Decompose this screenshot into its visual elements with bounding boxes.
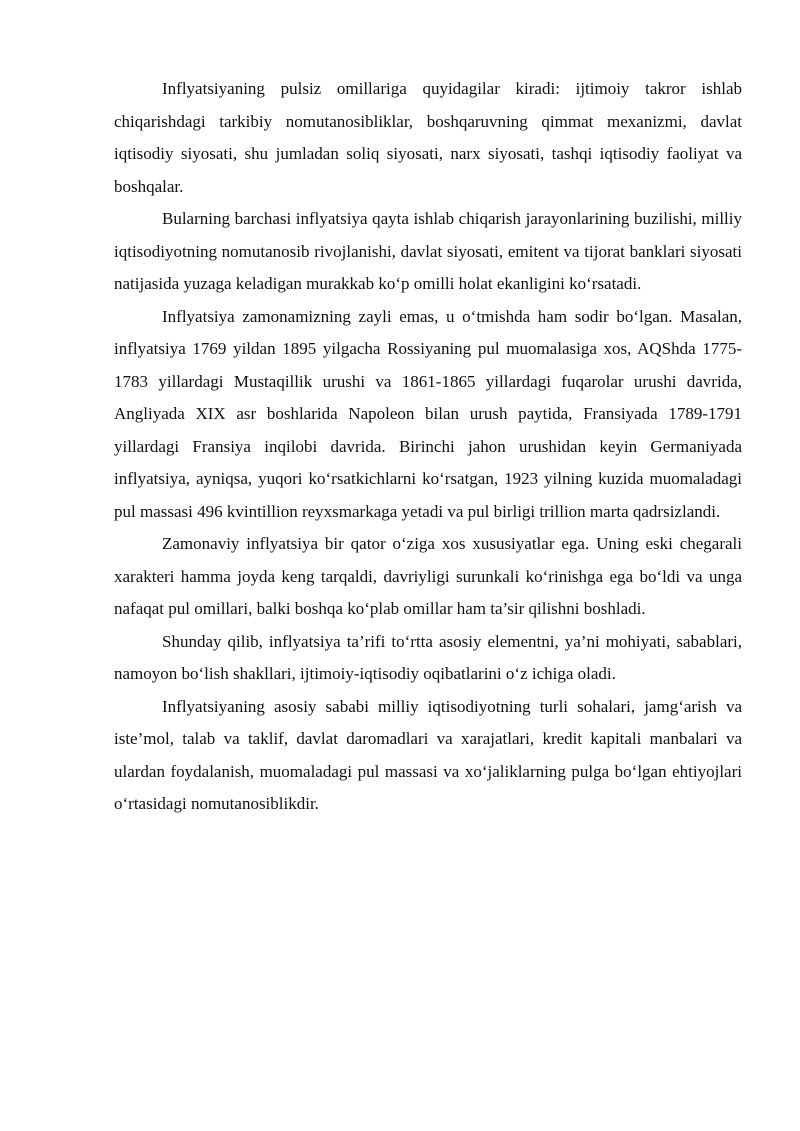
paragraph-tarixiy-misollar: Inflyatsiya zamonamizning zayli emas, u o‘tmishda ham sodir bo‘lgan. Masalan, inflyatsiya 1769 yildan 1895 yilgacha Rossiyaning pul muomalasiga xos, AQShda 1775-1783 yillardagi Mustaqillik urushi va 1861-1865 yillardagi fuqarolar urushi davrida, Angliyada XIX asr boshlarida Napoleon bilan urush paytida, Fransiyada 1789-1791 yillardagi Fransiya inqilobi davrida. Birinchi jahon urushidan keyin Germaniyada inflyatsiya, ayniqsa, yuqori ko‘rsatkichlarni ko‘rsatgan, 1923 yilning kuzida muomaladagi pul massasi 496 kvintillion reyxsmarkaga yetadi va pul birligi trillion marta qadrsizlandi. bbox=[114, 306, 742, 521]
paragraph-zamonaviy-inflyatsiya: Zamonaviy inflyatsiya bir qator o‘ziga xos xususiyatlar ega. Uning eski chegarali xarakteri hamma joyda keng tarqaldi, davriyligi surunkali ko‘rinishga ega bo‘ldi va unga nafaqat pul omillari, balki boshqa ko‘plab omillar ham ta’sir qilishni boshladi. bbox=[114, 534, 742, 618]
paragraph-pulsiz-omillar: Inflyatsiyaning pulsiz omillariga quyidagilar kiradi: ijtimoiy takror ishlab chiqarishdagi tarkibiy nomutanosibliklar, boshqaruvning qimmat mexanizmi, davlat iqtisodiy siyosati, shu jumladan soliq siyosati, narx siyosati, tashqi iqtisodiy faoliyat va boshqalar. bbox=[114, 79, 742, 196]
paragraph-murakkab-holat: Bularning barchasi inflyatsiya qayta ishlab chiqarish jarayonlarining buzilishi, milliy iqtisodiyotning nomutanosib rivojlanishi, davlat siyosati, emitent va tijorat banklari siyosati natijasida yuzaga keladigan murakkab ko‘p omilli holat ekanligini ko‘rsatadi. bbox=[114, 209, 742, 293]
paragraph-tarif-elementlari: Shunday qilib, inflyatsiya ta’rifi to‘rtta asosiy elementni, ya’ni mohiyati, sabablari, namoyon bo‘lish shakllari, ijtimoiy-iqtisodiy oqibatlarini o‘z ichiga oladi. bbox=[114, 631, 742, 683]
paragraph-asosiy-sabab: Inflyatsiyaning asosiy sababi milliy iqtisodiyotning turli sohalari, jamg‘arish va iste’mol, talab va taklif, davlat daromadlari va xarajatlari, kredit kapitali manbalari va ulardan foydalanish, muomaladagi pul massasi va xo‘jaliklarning pulga bo‘lgan ehtiyojlari o‘rtasidagi nomutanosiblikdir. bbox=[114, 696, 742, 813]
document-page bbox=[114, 73, 742, 821]
